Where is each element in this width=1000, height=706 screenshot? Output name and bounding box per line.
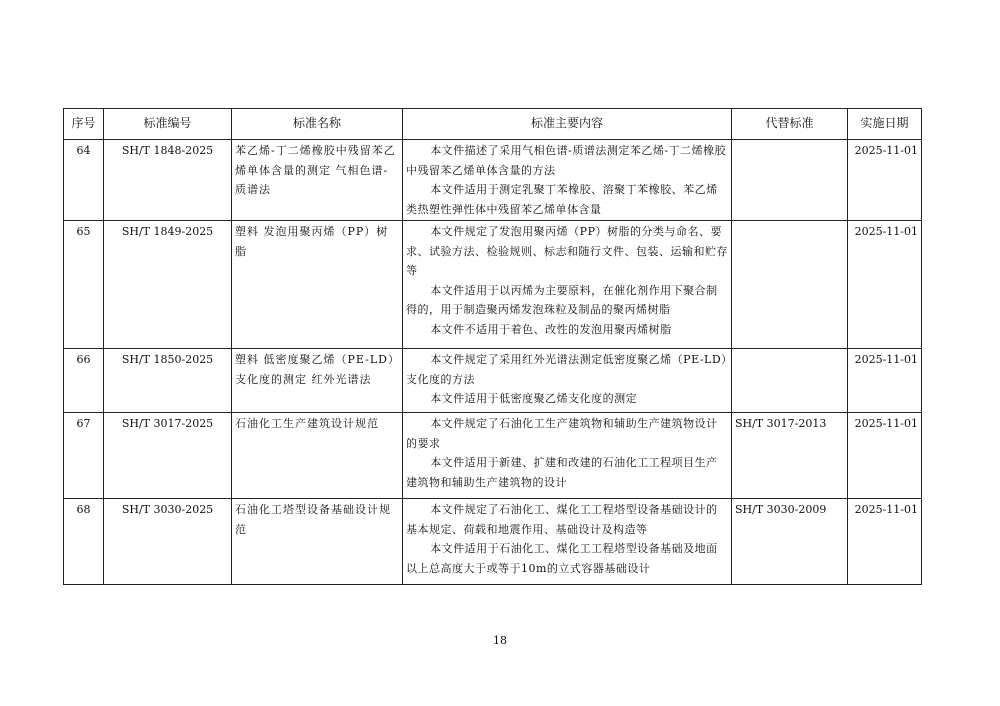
content-paragraph: 本文件描述了采用气相色谱-质谱法测定苯乙烯-丁二烯橡胶中残留苯乙烯单体含量的方法 [406,144,727,177]
row-replaces [732,221,848,349]
row-name: 石油化工塔型设备基础设计规范 [232,499,403,585]
row-name: 石油化工生产建筑设计规范 [232,413,403,499]
row-no: 65 [64,221,104,349]
row-date: 2025-11-01 [848,140,922,221]
standards-table [63,108,922,585]
row-date: 2025-11-01 [848,499,922,585]
row-code: SH/T 3030-2025 [104,499,232,585]
header-code: 标准编号 [104,109,232,140]
content-paragraph: 本文件适用于低密度聚乙烯支化度的测定 [430,392,638,405]
content-paragraph: 本文件规定了石油化工生产建筑物和辅助生产建筑物设计的要求 [406,417,718,450]
row-content [403,413,732,499]
row-content [403,349,732,413]
table-header-row [64,109,922,140]
table-row [64,221,922,349]
row-name: 塑料 低密度聚乙烯（PE-LD）支化度的测定 红外光谱法 [232,349,403,413]
row-date: 2025-11-01 [848,413,922,499]
row-name: 塑料 发泡用聚丙烯（PP）树脂 [232,221,403,349]
row-no: 68 [64,499,104,585]
row-date: 2025-11-01 [848,221,922,349]
header-no: 序号 [64,109,104,140]
content-paragraph: 本文件规定了石油化工、煤化工工程塔型设备基础设计的基本规定、荷载和地震作用、基础设计及构造等 [406,503,718,536]
header-name: 标准名称 [232,109,403,140]
content-paragraph: 本文件不适用于着色、改性的发泡用聚丙烯树脂 [430,322,672,336]
table-row [64,140,922,221]
row-no: 66 [64,349,104,413]
content-paragraph: 本文件适用于以丙烯为主要原料，在催化剂作用下聚合制得的，用于制造聚丙烯发泡珠粒及制品的聚丙烯树脂 [406,283,718,316]
header-content: 标准主要内容 [403,109,732,140]
header-replaces: 代替标准 [732,109,848,140]
row-no: 67 [64,413,104,499]
row-content [403,499,732,585]
row-replaces: SH/T 3017-2013 [732,413,848,499]
row-no: 64 [64,140,104,221]
row-replaces [732,349,848,413]
header-date: 实施日期 [848,109,922,140]
page-number: 18 [493,634,507,647]
content-paragraph: 本文件规定了发泡用聚丙烯（PP）树脂的分类与命名、要求、试验方法、检验规则、标志和随行文件、包装、运输和贮存等 [406,225,728,277]
row-date: 2025-11-01 [848,349,922,413]
table-row [64,413,922,499]
content-paragraph: 本文件适用于新建、扩建和改建的石油化工工程项目生产建筑物和辅助生产建筑物的设计 [406,456,718,489]
table-row [64,349,922,413]
content-paragraph: 本文件规定了采用红外光谱法测定低密度聚乙烯（PE-LD）支化度的方法 [406,353,728,386]
content-paragraph: 本文件适用于石油化工、煤化工工程塔型设备基础及地面以上总高度大于或等于10m的立式容器基础设计 [406,542,718,575]
row-content [403,221,732,349]
row-replaces [732,140,848,221]
row-code: SH/T 1850-2025 [104,349,232,413]
table-row [64,499,922,585]
row-code: SH/T 3017-2025 [104,413,232,499]
row-code: SH/T 1849-2025 [104,221,232,349]
row-name: 苯乙烯-丁二烯橡胶中残留苯乙烯单体含量的测定 气相色谱-质谱法 [232,140,403,221]
content-paragraph: 本文件适用于测定乳聚丁苯橡胶、溶聚丁苯橡胶、苯乙烯类热塑性弹性体中残留苯乙烯单体含量 [406,183,718,216]
row-replaces: SH/T 3030-2009 [732,499,848,585]
row-content [403,140,732,221]
row-code: SH/T 1848-2025 [104,140,232,221]
